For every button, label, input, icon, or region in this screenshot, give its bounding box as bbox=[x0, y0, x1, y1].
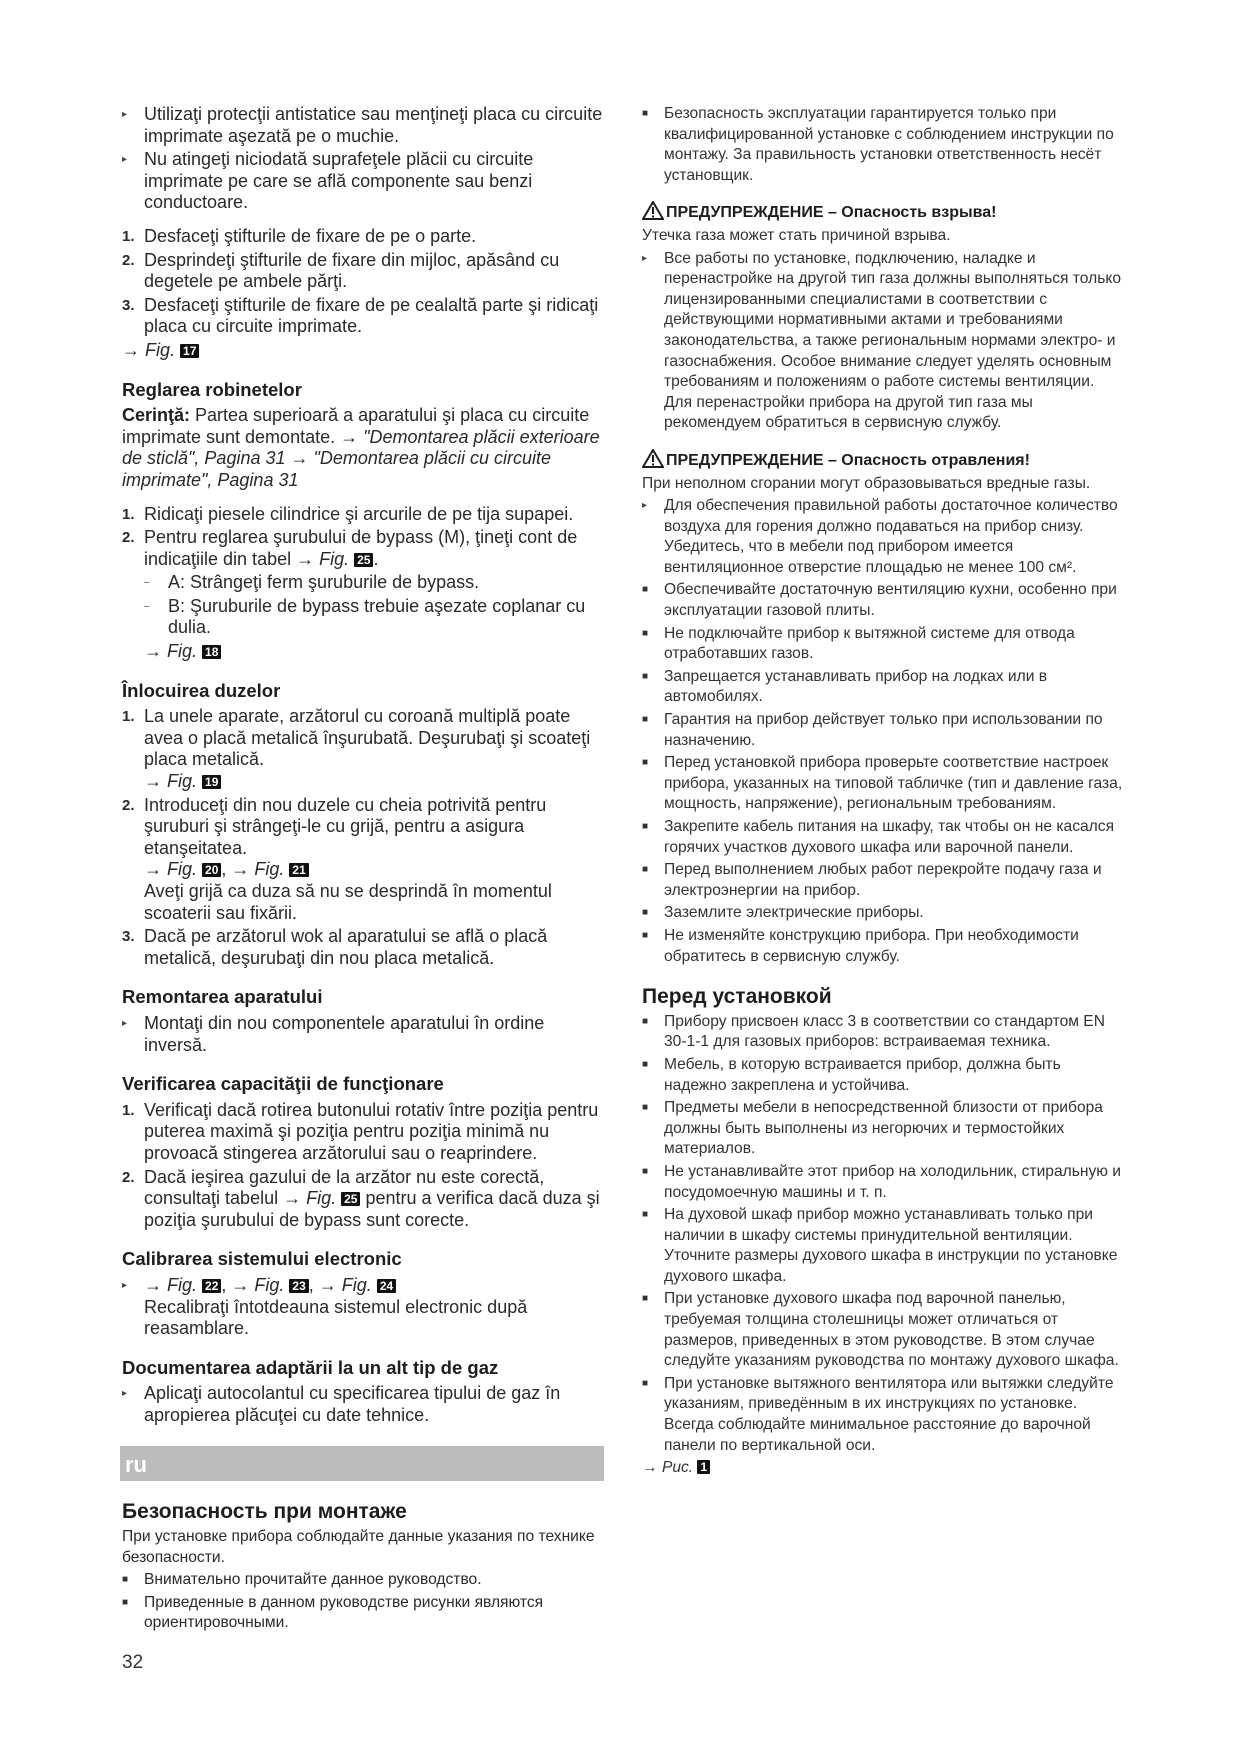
square-bullet-icon: ■ bbox=[642, 1293, 649, 1305]
item-text bbox=[664, 904, 924, 921]
italic-text: Рис. bbox=[661, 1459, 698, 1477]
dash-marker: – bbox=[144, 577, 150, 589]
triangle-bullet-icon: ▸ bbox=[122, 109, 128, 120]
list-item bbox=[642, 249, 1126, 434]
triangle-bullet-icon: ▸ bbox=[122, 1017, 128, 1029]
numbered-step bbox=[122, 1100, 604, 1165]
text-run: Мебель, в которую встраивается прибор, должна быть надежно закреплена и устойчива. bbox=[664, 1055, 1061, 1094]
text-run: Запрещается устанавливать прибор на лодках или в автомобилях. bbox=[664, 667, 1048, 706]
text-run: Verificarea capacităţii de funcţionare bbox=[122, 1073, 444, 1095]
item-text bbox=[144, 1571, 482, 1588]
list-item bbox=[642, 753, 1126, 815]
list-item bbox=[642, 624, 1126, 665]
text-run: , → bbox=[308, 1274, 342, 1295]
dash-marker: – bbox=[144, 600, 150, 612]
text-run: Desprindeţi ştifturile de fixare din mijloc, apăsând cu degetele pe ambele părţi. bbox=[144, 249, 560, 292]
text-run: Перед установкой прибора проверьте соответствие настроек прибора, указанных на типовой табличке (тип и давление газа, мощность, напряжение), региональным требованиям. bbox=[664, 754, 1123, 813]
section-heading bbox=[122, 1501, 604, 1523]
list-item bbox=[642, 104, 1126, 186]
text-run: При неполном сгорании могут образовываться вредные газы. bbox=[642, 474, 1091, 492]
text-run: Aplicaţi autocolantul cu specificarea tipului de gaz în apropierea plăcuţei cu date tehnice. bbox=[144, 1383, 561, 1425]
figure-badge: 25 bbox=[354, 553, 373, 567]
text-run: , → bbox=[221, 1274, 255, 1295]
item-text bbox=[168, 596, 585, 638]
item-text bbox=[664, 818, 1114, 856]
item-text bbox=[664, 581, 1117, 619]
item-text bbox=[664, 497, 1118, 576]
italic-text: Fig. bbox=[319, 548, 355, 569]
numbered-step bbox=[122, 795, 604, 925]
page-number: 32 bbox=[122, 1652, 144, 1673]
text-run: Dacă pe arzătorul wok al aparatului se află o placă metalică, deşurubaţi din nou placa metalică. bbox=[144, 926, 548, 968]
square-bullet-icon: ■ bbox=[642, 929, 649, 941]
item-text bbox=[664, 1375, 1114, 1454]
text-run: Verificaţi dacă rotirea butonului rotativ între poziţia pentru puterea maximă şi poziţia pentru poziţia minimă nu provoacă stingerea arzătorului sau o reaprindere. bbox=[144, 1099, 599, 1163]
list-item bbox=[642, 1289, 1126, 1371]
triangle-bullet-icon: ▸ bbox=[122, 1388, 128, 1400]
item-text bbox=[144, 1275, 396, 1295]
item-text bbox=[664, 1163, 1121, 1201]
text-run: → bbox=[122, 339, 146, 360]
text-run: ПРЕДУПРЕЖДЕНИЕ – Опасность взрыва! bbox=[666, 204, 997, 222]
square-bullet-icon: ■ bbox=[122, 1596, 129, 1608]
triangle-bullet-icon: ▸ bbox=[122, 154, 128, 166]
item-text bbox=[144, 149, 533, 212]
list-item bbox=[642, 817, 1126, 858]
list-item bbox=[122, 1593, 604, 1634]
numbered-step bbox=[122, 1167, 604, 1232]
text-run: Перед установкой bbox=[642, 985, 832, 1009]
text-run: Не устанавливайте этот прибор на холодильник, стиральную и посудомоечную машины и т. п. bbox=[664, 1162, 1122, 1201]
italic-text: Fig. bbox=[167, 1274, 203, 1295]
step-number: 1. bbox=[122, 708, 135, 726]
step-number: 2. bbox=[122, 251, 135, 269]
list-item bbox=[122, 1013, 604, 1056]
text-run: ru bbox=[125, 1452, 147, 1478]
text-run: Внимательно прочитайте данное руководство. bbox=[144, 1571, 482, 1589]
text-run: → bbox=[642, 1459, 662, 1477]
warning-triangle-icon bbox=[642, 452, 666, 469]
section-heading bbox=[122, 986, 604, 1008]
item-text bbox=[144, 1167, 600, 1230]
step-number: 1. bbox=[122, 1101, 135, 1119]
list-item bbox=[122, 104, 604, 147]
text-run: Прибору присвоен класс 3 в соответствии со стандартом EN 30-1-1 для газовых приборов: встраиваемая техника. bbox=[664, 1012, 1105, 1051]
section-heading bbox=[122, 1357, 604, 1379]
square-bullet-icon: ■ bbox=[642, 627, 649, 639]
square-bullet-icon: ■ bbox=[642, 757, 649, 769]
bold-text: Cerinţă: bbox=[122, 405, 191, 426]
list-item bbox=[122, 1570, 604, 1591]
numbered-step bbox=[122, 250, 604, 293]
left-column bbox=[122, 104, 604, 1636]
list-item bbox=[122, 149, 604, 214]
text-run: Закрепите кабель питания на шкафу, так чтобы он не касался горячих участков духового шкафа или варочной панели. bbox=[664, 818, 1115, 856]
item-text bbox=[664, 1056, 1061, 1094]
square-bullet-icon: ■ bbox=[642, 714, 649, 726]
text-run: Partea superioară a aparatului şi placa cu circuite imprimate sunt demontate. → bbox=[122, 405, 590, 447]
text-run: При установке прибора соблюдайте данные указания по технике безопасности. bbox=[122, 1528, 595, 1566]
figure-reference bbox=[122, 340, 604, 362]
text-run: Pentru reglarea şurubului de bypass (M), ţineţi cont de indicaţiile din tabel → bbox=[144, 527, 578, 569]
square-bullet-icon: ■ bbox=[642, 670, 649, 682]
language-bar bbox=[120, 1446, 604, 1481]
section-heading bbox=[122, 1248, 604, 1270]
list-item bbox=[642, 1055, 1126, 1096]
item-continuation bbox=[144, 859, 604, 881]
item-text bbox=[144, 295, 598, 337]
paragraph bbox=[122, 405, 604, 491]
item-text bbox=[664, 927, 1079, 965]
section-heading bbox=[122, 1073, 604, 1095]
item-text bbox=[144, 1383, 560, 1425]
figure-badge: 1 bbox=[697, 1460, 710, 1474]
item-text bbox=[144, 104, 602, 146]
triangle-bullet-icon: ▸ bbox=[642, 252, 648, 264]
item-text bbox=[664, 1290, 1119, 1369]
text-run: Documentarea adaptării la un alt tip de gaz bbox=[122, 1356, 499, 1378]
warning-triangle-icon bbox=[642, 204, 666, 221]
item-text bbox=[144, 250, 559, 292]
text-run: . bbox=[373, 548, 379, 569]
italic-text: Fig. bbox=[167, 641, 203, 662]
text-run: Приведенные в данном руководстве рисунки являются ориентировочными. bbox=[144, 1593, 544, 1632]
numbered-step bbox=[122, 706, 604, 792]
text-run: La unele aparate, arzătorul cu coroană multiplă poate avea o placă metalică înşurubată. Deşurubaţi şi scoateţi placa metalică. bbox=[144, 706, 591, 770]
step-number: 2. bbox=[122, 529, 135, 547]
text-run: Desfaceţi ştifturile de fixare de pe cealaltă parte şi ridicaţi placa cu circuite imprimate. bbox=[144, 294, 599, 337]
text-run: pentru a verifica dacă duza şi poziţia şurubului de bypass sunt corecte. bbox=[144, 1188, 600, 1230]
figure-badge: 20 bbox=[202, 863, 221, 877]
item-text bbox=[664, 1099, 1103, 1157]
square-bullet-icon: ■ bbox=[642, 907, 649, 919]
list-item bbox=[642, 710, 1126, 751]
numbered-step bbox=[122, 527, 604, 570]
item-text bbox=[168, 572, 479, 592]
italic-text: Fig. bbox=[306, 1188, 342, 1209]
text-run: Перед выполнением любых работ перекройте подачу газа и электроэнергии на прибор. bbox=[664, 861, 1102, 899]
square-bullet-icon: ■ bbox=[642, 821, 649, 832]
step-number: 1. bbox=[122, 505, 135, 523]
dash-item bbox=[122, 596, 604, 639]
figure-badge: 25 bbox=[341, 1192, 360, 1206]
text-run: Reglarea robinetelor bbox=[122, 378, 302, 400]
text-run: Montaţi din nou componentele aparatului în ordine inversă. bbox=[144, 1012, 545, 1055]
section-heading bbox=[642, 987, 1126, 1008]
item-continuation bbox=[144, 1297, 604, 1340]
numbered-step bbox=[122, 295, 604, 338]
text-run: Aveţi grijă ca duza să nu se desprindă în momentul scoaterii sau fixării. bbox=[144, 881, 552, 923]
text-run: Ridicaţi piesele cilindrice şi arcurile de pe tija supapei. bbox=[144, 503, 574, 524]
figure-badge: 24 bbox=[377, 1279, 396, 1293]
paragraph bbox=[122, 1527, 604, 1568]
item-text bbox=[664, 1013, 1105, 1051]
figure-badge: 21 bbox=[289, 863, 308, 877]
text-run: Для обеспечения правильной работы достаточное количество воздуха для горения должно подаваться на прибор снизу. Убедитесь, что в мебели под прибором имеется вентиляционное отверстие площадью не менее 100 см². bbox=[664, 497, 1118, 576]
step-number: 3. bbox=[122, 296, 135, 314]
paragraph bbox=[642, 226, 1126, 247]
item-text bbox=[144, 795, 546, 858]
italic-text: Fig. bbox=[254, 859, 290, 880]
warning-heading bbox=[642, 449, 1126, 472]
figure-reference bbox=[122, 641, 604, 663]
italic-text: "Demontarea plăcii exterioare de sticlă", Pagina 31 → "Demontarea plăcii cu circuite imprimate", Pagina 31 bbox=[122, 426, 600, 490]
numbered-step bbox=[122, 926, 604, 969]
square-bullet-icon: ■ bbox=[642, 1209, 649, 1221]
text-run: → bbox=[144, 859, 168, 880]
triangle-bullet-icon: ▸ bbox=[122, 1279, 128, 1291]
figure-badge: 17 bbox=[180, 344, 199, 358]
square-bullet-icon: ■ bbox=[642, 1058, 649, 1070]
text-run: Обеспечивайте достаточную вентиляцию кухни, особенно при эксплуатации газовой плиты. bbox=[664, 581, 1117, 620]
figure-reference bbox=[642, 1458, 1126, 1479]
text-run: → bbox=[144, 771, 168, 792]
numbered-step bbox=[122, 504, 604, 526]
text-run: B: Şuruburile de bypass trebuie aşezate coplanar cu dulia. bbox=[168, 595, 586, 638]
figure-badge: 19 bbox=[202, 775, 221, 789]
list-item bbox=[642, 667, 1126, 708]
text-run: Desfaceţi ştifturile de fixare de pe o parte. bbox=[144, 225, 477, 246]
item-text bbox=[144, 1594, 543, 1632]
italic-text: Fig. bbox=[145, 339, 181, 360]
square-bullet-icon: ■ bbox=[642, 1165, 649, 1177]
list-item bbox=[642, 926, 1126, 967]
numbered-step bbox=[122, 226, 604, 248]
list-item bbox=[642, 1162, 1126, 1203]
square-bullet-icon: ■ bbox=[642, 1377, 649, 1389]
text-run: Безопасность эксплуатации гарантируется только при квалифицированной установке с соблюдением инструкции по монтажу. За правильность установки ответственность несёт установщик. bbox=[664, 105, 1114, 184]
text-run: Introduceţi din nou duzele cu cheia potrivită pentru şuruburi şi strângeţi-le cu grijă, pentru a asigura etanşeitatea. bbox=[144, 794, 547, 858]
list-item bbox=[122, 1275, 604, 1340]
text-run: Заземлите электрические приборы. bbox=[664, 904, 924, 922]
text-run: Безопасность при монтаже bbox=[122, 1500, 407, 1524]
item-text bbox=[664, 1206, 1117, 1285]
text-run: На духовой шкаф прибор можно устанавливать только при наличии в шкафу системы принудительной вентиляции. Уточните размеры духового шкафа в инструкции по установке духового шкафа. bbox=[664, 1206, 1118, 1285]
item-text bbox=[144, 1100, 598, 1163]
italic-text: Fig. bbox=[167, 859, 203, 880]
item-text bbox=[664, 105, 1114, 184]
text-run: При установке вытяжного вентилятора или вытяжки следуйте указаниям, приведённым в их инструкциях по установке. Всегда соблюдайте минимальное расстояние до варочной панели по вертикальной оси. bbox=[664, 1374, 1114, 1454]
text-run: Утечка газа может стать причиной взрыва. bbox=[642, 226, 951, 244]
item-continuation bbox=[144, 771, 604, 793]
list-item bbox=[642, 1374, 1126, 1456]
item-text bbox=[144, 706, 590, 769]
text-run: Предметы мебели в непосредственной близости от прибора должны быть выполнены из негорючих и термостойких материалов. bbox=[664, 1099, 1103, 1158]
item-text bbox=[664, 250, 1121, 432]
square-bullet-icon: ■ bbox=[642, 864, 649, 876]
item-continuation bbox=[144, 881, 604, 924]
list-item bbox=[642, 580, 1126, 621]
text-run: → bbox=[144, 1274, 168, 1295]
text-run: Utilizaţi protecţii antistatice sau menţineţi placa cu circuite imprimate aşezată pe o muchie. bbox=[144, 104, 603, 146]
text-run: → bbox=[144, 641, 168, 662]
list-item bbox=[642, 1012, 1126, 1053]
step-number: 1. bbox=[122, 227, 135, 245]
italic-text: Fig. bbox=[254, 1274, 290, 1295]
text-run: Nu atingeţi niciodată suprafeţele plăcii cu circuite imprimate pe care se află componente sau benzi conductoare. bbox=[144, 149, 534, 213]
section-heading bbox=[122, 379, 604, 401]
list-item bbox=[642, 1205, 1126, 1287]
item-text bbox=[144, 226, 476, 246]
text-run: Не подключайте прибор к вытяжной системе для отвода отработавших газов. bbox=[664, 624, 1075, 663]
section-heading bbox=[122, 680, 604, 702]
text-run: Calibrarea sistemului electronic bbox=[122, 1248, 402, 1270]
figure-badge: 22 bbox=[202, 1279, 221, 1293]
text-run: Гарантия на прибор действует только при использовании по назначению. bbox=[664, 711, 1103, 749]
text-run: ПРЕДУПРЕЖДЕНИЕ – Опасность отравления! bbox=[666, 451, 1030, 469]
italic-text: Fig. bbox=[341, 1274, 377, 1295]
list-item bbox=[122, 1383, 604, 1426]
item-text bbox=[664, 861, 1102, 899]
figure-badge: 18 bbox=[202, 645, 221, 659]
text-run: Recalibraţi întotdeauna sistemul electronic după reasamblare. bbox=[144, 1296, 528, 1339]
item-text bbox=[664, 754, 1122, 812]
text-run: Dacă ieşirea gazului de la arzător nu este corectă, consultaţi tabelul → bbox=[144, 1166, 545, 1209]
item-text bbox=[144, 926, 547, 968]
item-text bbox=[144, 1013, 544, 1055]
item-text bbox=[144, 504, 573, 524]
list-item bbox=[642, 903, 1126, 924]
square-bullet-icon: ■ bbox=[642, 584, 649, 596]
item-text bbox=[664, 711, 1103, 749]
step-number: 2. bbox=[122, 1168, 135, 1186]
text-run: A: Strângeţi ferm şuruburile de bypass. bbox=[168, 572, 480, 593]
warning-heading bbox=[642, 201, 1126, 224]
text-run: При установке духового шкафа под варочной панелью, требуемая толщина столешницы может отличаться от размеров, приведенных в этом руководстве. В этом случае следуйте указаниям руководства по монтажу духового шкафа. bbox=[664, 1290, 1119, 1370]
square-bullet-icon: ■ bbox=[642, 108, 649, 119]
paragraph bbox=[642, 474, 1126, 495]
text-run: Remontarea aparatului bbox=[122, 986, 323, 1008]
dash-item bbox=[122, 572, 604, 594]
square-bullet-icon: ■ bbox=[642, 1015, 649, 1027]
right-column bbox=[642, 104, 1126, 1481]
item-text bbox=[664, 668, 1047, 706]
list-item bbox=[642, 860, 1126, 901]
italic-text: Fig. bbox=[167, 771, 203, 792]
list-item bbox=[642, 496, 1126, 578]
figure-badge: 23 bbox=[289, 1279, 308, 1293]
step-number: 3. bbox=[122, 928, 135, 946]
square-bullet-icon: ■ bbox=[642, 1102, 649, 1114]
item-text bbox=[144, 527, 577, 569]
text-run: Не изменяйте конструкцию прибора. При необходимости обратитесь в сервисную службу. bbox=[664, 926, 1079, 965]
text-run: , → bbox=[221, 859, 255, 880]
text-run: Все работы по установке, подключению, наладке и перенастройке на другой тип газа должны выполняться только лицензированными специалистами в соответствии с действующими нормативными актами и требованиями законодательства, а также региональным нормами электро- и газоснабжения. Особое внимание следует уделять основным требованиям и положениям о работе системы вентиляции. Для перенастройки прибора на другой тип газа мы рекомендуем обратиться в сервисную службу. bbox=[664, 249, 1121, 432]
triangle-bullet-icon: ▸ bbox=[642, 500, 648, 512]
item-text bbox=[664, 625, 1075, 663]
list-item bbox=[642, 1098, 1126, 1160]
square-bullet-icon: ■ bbox=[122, 1574, 129, 1586]
text-run: Înlocuirea duzelor bbox=[122, 679, 281, 701]
step-number: 2. bbox=[122, 796, 135, 814]
